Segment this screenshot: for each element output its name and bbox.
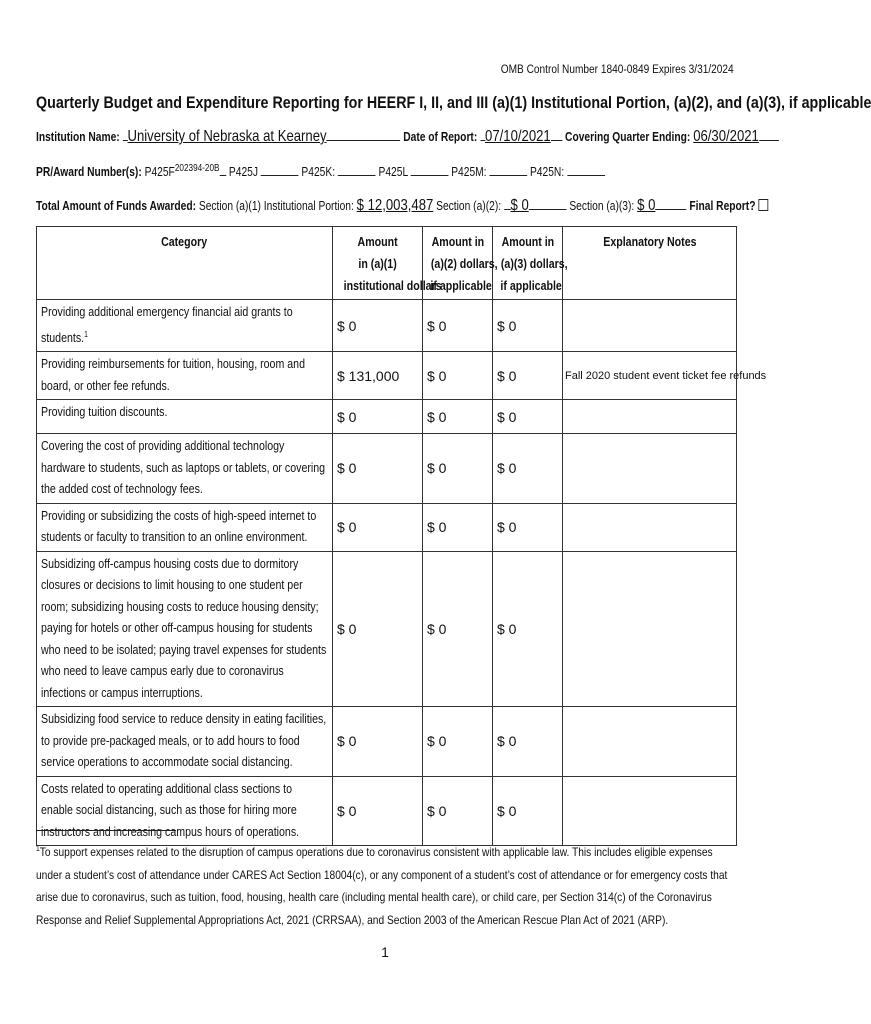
category-cell: Providing additional emergency financial aid grants to students.$^1$ (37, 300, 333, 352)
section-a3-field[interactable]: $ 0 (637, 197, 656, 214)
amount-a3-cell[interactable]: $ 0 (493, 551, 563, 707)
explanatory-notes-cell[interactable] (563, 776, 737, 846)
amount-a1-cell[interactable]: $ 0 (333, 300, 423, 352)
table-row (37, 434, 737, 504)
p425m-label: P425M: (451, 165, 487, 180)
amount-a1-cell[interactable]: $ 0 (333, 551, 423, 707)
table-row (37, 551, 737, 707)
date-of-report-label: Date of Report: (403, 130, 478, 144)
amount-a1-cell[interactable]: $ 0 (333, 503, 423, 551)
amount-a2-cell[interactable]: $ 0 (423, 707, 493, 777)
explanatory-notes-cell[interactable]: Fall 2020 student event ticket fee refunds (563, 352, 737, 400)
footnote-rule (36, 830, 176, 831)
amount-a1-cell[interactable]: $ 0 (333, 707, 423, 777)
table-row (37, 503, 737, 551)
table-header-row (37, 227, 737, 300)
p425f-field[interactable]: 202394-20B (174, 163, 220, 174)
total-funds-line (36, 197, 769, 215)
explanatory-notes-header: Explanatory Notes (563, 227, 737, 300)
final-report-checkbox[interactable] (759, 199, 769, 211)
amount-a1-header: Amount in (a)(1) institutional dollars (333, 227, 423, 300)
amount-a2-cell[interactable]: $ 0 (423, 352, 493, 400)
amount-a2-cell[interactable]: $ 0 (423, 503, 493, 551)
amount-a2-header: Amount in (a)(2) dollars, if applicable (423, 227, 493, 300)
amount-a2-cell[interactable]: $ 0 (423, 434, 493, 504)
amount-a1-cell[interactable]: $ 0 (333, 434, 423, 504)
explanatory-notes-cell[interactable] (563, 551, 737, 707)
omb-control-number: OMB Control Number 1840-0849 Expires 3/31/2024 (501, 64, 734, 76)
amount-a3-cell[interactable]: $ 0 (493, 400, 563, 434)
amount-a3-cell[interactable]: $ 0 (493, 300, 563, 352)
table-row (37, 352, 737, 400)
amount-a3-cell[interactable]: $ 0 (493, 352, 563, 400)
institution-label: Institution Name: (36, 130, 120, 144)
p425f-label: P425F (144, 165, 175, 180)
p425m-field[interactable] (489, 163, 527, 176)
amount-a1-cell[interactable]: $ 0 (333, 400, 423, 434)
p425j-field[interactable] (261, 163, 299, 176)
category-cell: Providing reimbursements for tuition, housing, room and board, or other fee refunds. (37, 352, 333, 400)
table-row (37, 776, 737, 846)
category-cell: Subsidizing food service to reduce density in eating facilities, to provide pre-packaged meals, or to add hours to food service operations to accommodate social distancing. (37, 707, 333, 777)
p425n-label: P425N: (529, 165, 565, 180)
institution-name-field[interactable]: University of Nebraska at Kearney (127, 128, 327, 145)
footnote-ref: 1 (84, 329, 88, 339)
p425j-label: P425J (228, 165, 259, 180)
p425k-field[interactable] (338, 163, 376, 176)
p425l-field[interactable] (411, 163, 449, 176)
section-a1-label: Section (a)(1) Institutional Portion: (198, 199, 354, 213)
category-cell: Providing or subsidizing the costs of high-speed internet to students or faculty to transition to an online environment. (37, 503, 333, 551)
amount-a1-cell[interactable]: $ 0 (333, 776, 423, 846)
covering-quarter-field[interactable]: 06/30/2021 (693, 128, 759, 145)
footnote-marker: 1 (36, 844, 40, 853)
amount-a1-cell[interactable]: $ 131,000 (333, 352, 423, 400)
section-a2-field[interactable]: $ 0 (510, 197, 529, 214)
amount-a3-cell[interactable]: $ 0 (493, 707, 563, 777)
amount-a3-cell[interactable]: $ 0 (493, 434, 563, 504)
amount-a2-cell[interactable]: $ 0 (423, 400, 493, 434)
explanatory-notes-cell[interactable] (563, 300, 737, 352)
explanatory-notes-cell[interactable] (563, 707, 737, 777)
amount-a2-cell[interactable]: $ 0 (423, 776, 493, 846)
section-a1-field[interactable]: $ 12,003,487 (356, 197, 434, 214)
category-cell: Costs related to operating additional class sections to enable social distancing, such as those for hiring more instructors and increasing campus hours of operations. (37, 776, 333, 846)
institution-line (36, 128, 779, 146)
p425k-label: P425K: (301, 165, 336, 180)
category-cell: Subsidizing off-campus housing costs due to dormitory closures or decisions to limit housing to one student per room; subsidizing housing costs to reduce housing density; paying for hotels or other off-campus housing for students who need to be isolated; paying travel expenses for students who need to leave campus early due to coronavirus infections or campus interruptions. (37, 551, 333, 707)
category-cell: Covering the cost of providing additional technology hardware to students, such as laptops or tablets, or covering the added cost of technology fees. (37, 434, 333, 504)
section-a3-label: Section (a)(3): (569, 199, 635, 213)
amount-a3-cell[interactable]: $ 0 (493, 776, 563, 846)
covering-quarter-label: Covering Quarter Ending: (565, 130, 691, 144)
footnote (36, 838, 733, 931)
expenditure-table (36, 226, 767, 846)
award-numbers-line (36, 163, 605, 179)
final-report-label: Final Report? (689, 199, 756, 213)
category-cell: Providing tuition discounts. (37, 400, 333, 434)
p425n-field[interactable] (567, 163, 605, 176)
award-number-label: PR/Award Number(s): (36, 165, 142, 180)
footnote-text: To support expenses related to the disruption of campus operations due to coronavirus consistent with applicable law. This includes eligible expenses under a student’s cost of attendance under CARES Act Section 18004(c), or any component of a student’s cost of attendance or for emergency costs that arise due to coronavirus, such as tuition, food, housing, health care (including mental health care), or child care, per Section 314(c) of the Coronavirus Response and Relief Supplemental Appropriations Act, 2021 (CRRSAA), and Section 2003 of the American Rescue Plan Act of 2021 (ARP). (36, 845, 728, 927)
table-row (37, 707, 737, 777)
explanatory-notes-cell[interactable] (563, 434, 737, 504)
section-a2-label: Section (a)(2): (436, 199, 502, 213)
page-number: 1 (381, 944, 389, 960)
explanatory-notes-cell[interactable] (563, 400, 737, 434)
amount-a3-header: Amount in (a)(3) dollars, if applicable (493, 227, 563, 300)
p425l-label: P425L (378, 165, 408, 180)
page-title: Quarterly Budget and Expenditure Reporting for HEERF I, II, and III (a)(1) Institutional Portion, (a)(2), and (a)(3), if applicable (36, 93, 871, 112)
table-row (37, 400, 737, 434)
amount-a3-cell[interactable]: $ 0 (493, 503, 563, 551)
amount-a2-cell[interactable]: $ 0 (423, 551, 493, 707)
category-header: Category (37, 227, 333, 300)
date-of-report-field[interactable]: 07/10/2021 (485, 128, 551, 145)
table-row (37, 300, 737, 352)
amount-a2-cell[interactable]: $ 0 (423, 300, 493, 352)
explanatory-notes-cell[interactable] (563, 503, 737, 551)
total-funds-label: Total Amount of Funds Awarded: (36, 199, 197, 213)
